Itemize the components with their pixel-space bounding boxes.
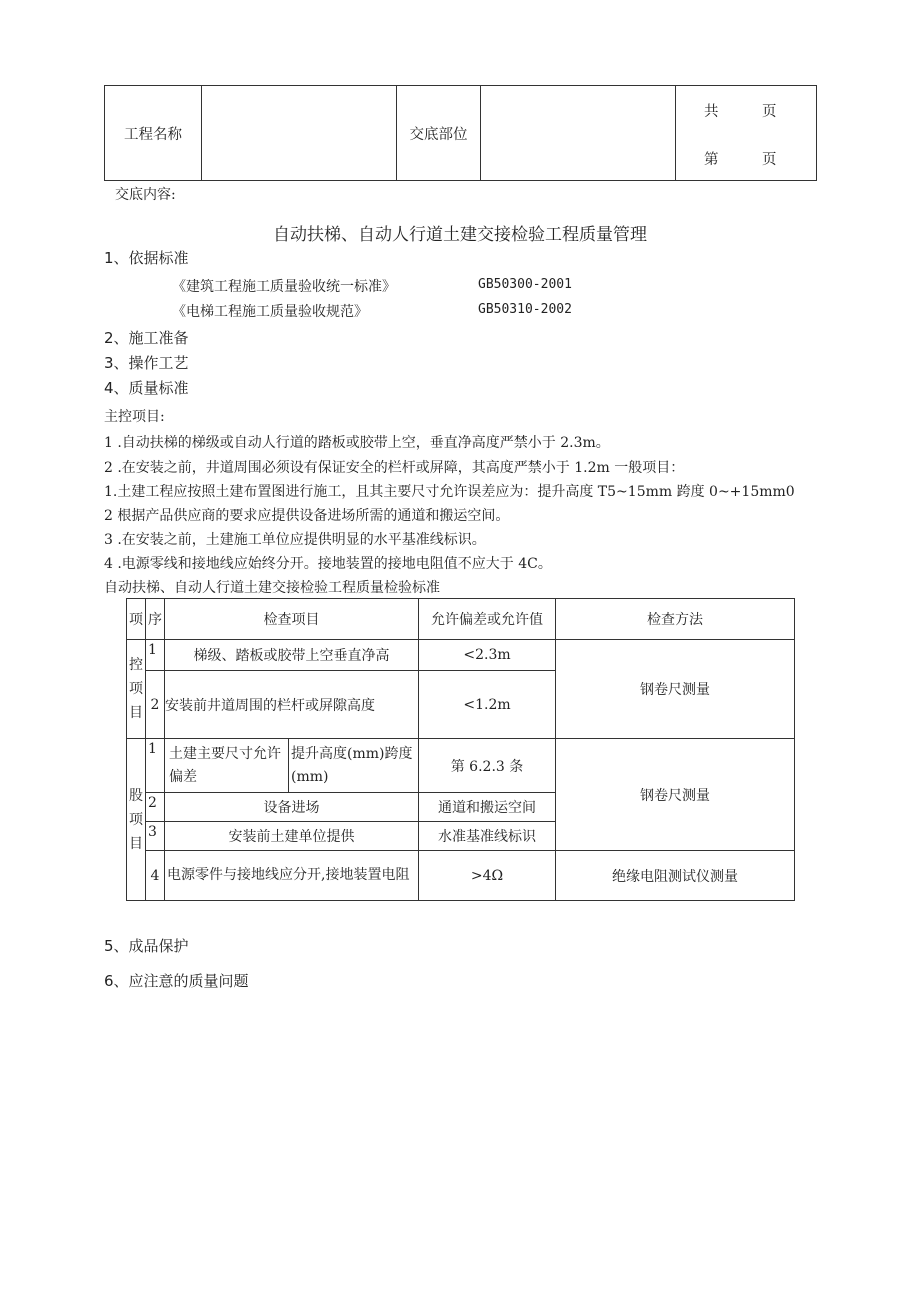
section-2: 2、施工准备 xyxy=(104,329,189,347)
row-item: 安装前井道周围的栏杆或屏隙高度 xyxy=(165,671,419,739)
text-line: 2 .在安装之前，井道周围必须设有保证安全的栏杆或屏障，其高度严禁小于 1.2m 一般项目： xyxy=(104,460,685,476)
row-value: 第 6.2.3 条 xyxy=(419,739,556,793)
row-value: <1.2m xyxy=(419,671,556,739)
row-item-a: 土建主要尺寸允许偏差 xyxy=(165,739,289,793)
project-name-value xyxy=(202,86,397,181)
location-label: 交底部位 xyxy=(397,86,481,181)
row-item-b: 提升高度(mm)跨度(mm) xyxy=(289,739,419,793)
header-method: 检查方法 xyxy=(556,599,795,640)
main-control-label: 主控项目: xyxy=(104,409,165,425)
row-seq: 1 xyxy=(146,739,165,793)
section-5: 5、成品保护 xyxy=(104,937,189,955)
standard-code-1: GB50300-2001 xyxy=(478,277,572,292)
table-caption: 自动扶梯、自动人行道土建交接检验工程质量检验标准 xyxy=(104,580,440,596)
standard-name-2: 《电梯工程施工质量验收规范》 xyxy=(172,304,368,320)
text-line: 3 .在安装之前，土建施工单位应提供明显的水平基准线标识。 xyxy=(104,532,486,548)
row-item: 安装前土建单位提供 xyxy=(165,822,419,851)
row-value: 通道和搬运空间 xyxy=(419,793,556,822)
total-label: 共 xyxy=(704,104,719,120)
current-label: 第 xyxy=(704,152,719,168)
section-1: 1、依据标准 xyxy=(104,249,189,267)
location-value xyxy=(481,86,676,181)
row-seq: 1 xyxy=(146,640,165,671)
text-line: 2 根据产品供应商的要求应提供设备进场所需的通道和搬运空间。 xyxy=(104,508,510,524)
page-count-cell xyxy=(676,86,817,181)
standard-name-1: 《建筑工程施工质量验收统一标准》 xyxy=(172,279,396,295)
text-line: 1 .自动扶梯的梯级或自动人行道的踏板或胶带上空，垂直净高度严禁小于 2.3m。 xyxy=(104,435,610,451)
standard-code-2: GB50310-2002 xyxy=(478,302,572,317)
method-general: 钢卷尺测量 xyxy=(556,739,795,851)
header-tolerance: 允许偏差或允许值 xyxy=(419,599,556,640)
row-seq: 2 xyxy=(146,671,165,739)
header-seq: 序 xyxy=(146,599,165,640)
header-item: 项 xyxy=(127,599,146,640)
row-item: 设备进场 xyxy=(165,793,419,822)
row-method: 绝缘电阻测试仪测量 xyxy=(556,851,795,901)
group-general: 股项目 xyxy=(127,739,146,901)
section-3: 3、操作工艺 xyxy=(104,354,189,372)
row-seq: 2 xyxy=(146,793,165,822)
page-label-2: 页 xyxy=(762,152,777,168)
row-value: 水准基准线标识 xyxy=(419,822,556,851)
content-label: 交底内容: xyxy=(115,187,176,203)
section-4: 4、质量标准 xyxy=(104,379,189,397)
row-value: >4Ω xyxy=(419,851,556,901)
text-line: 1.土建工程应按照土建布置图进行施工，且其主要尺寸允许误差应为：提升高度 T5~15mm 跨度 0~+15mm0 xyxy=(104,484,795,500)
quality-table xyxy=(126,598,795,901)
header-table xyxy=(104,85,817,181)
row-seq: 3 xyxy=(146,822,165,851)
row-item: 梯级、踏板或胶带上空垂直净高 xyxy=(165,640,419,671)
text-line: 4 .电源零线和接地线应始终分开。接地装置的接地电阻值不应大于 4C。 xyxy=(104,556,552,572)
page-title: 自动扶梯、自动人行道土建交接检验工程质量管理 xyxy=(273,225,647,245)
page-label: 页 xyxy=(762,104,777,120)
method-main: 钢卷尺测量 xyxy=(556,640,795,739)
group-main-control: 控项目 xyxy=(127,640,146,739)
row-item: 电源零件与接地线应分开,接地装置电阻 xyxy=(165,851,419,901)
header-check-item: 检查项目 xyxy=(165,599,419,640)
row-value: <2.3m xyxy=(419,640,556,671)
row-seq: 4 xyxy=(146,851,165,901)
section-6: 6、应注意的质量问题 xyxy=(104,972,249,990)
project-name-label: 工程名称 xyxy=(105,86,202,181)
